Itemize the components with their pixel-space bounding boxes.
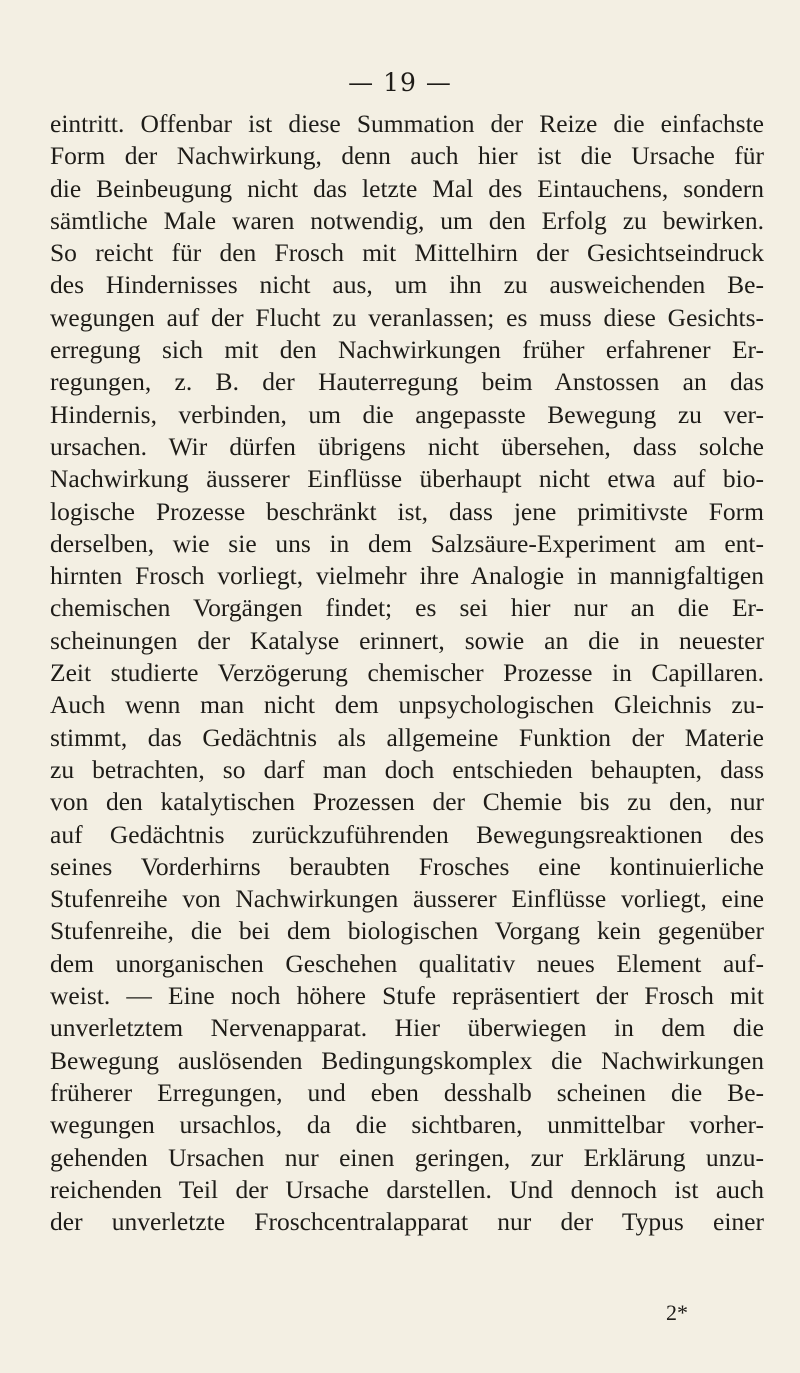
text-line: eintritt. Offenbar ist diese Summation der Reize die einfachste [50,109,764,138]
text-line: auf Gedächtnis zurückzuführenden Bewegungsreaktionen des [50,819,764,849]
text-line: sämtliche Male waren notwendig, um den Erfolg zu bewirken. [50,205,764,235]
text-line: logische Prozesse beschränkt ist, dass jene primitivste Form [50,496,764,526]
text-line: erregung sich mit den Nachwirkungen früher erfahrener Er- [50,335,764,365]
text-line: Stufenreihe von Nachwirkungen äusserer Einflüsse vorliegt, eine [50,884,764,914]
text-line: des Hindernisses nicht aus, um ihn zu ausweichenden Be- [50,270,764,300]
text-line: reichenden Teil der Ursache darstellen. Und dennoch ist auch [50,1174,764,1204]
body-paragraph [50,108,764,1238]
text-line: regungen, z. B. der Hauterregung beim Anstossen an das [50,367,764,397]
text-line: Zeit studierte Verzögerung chemischer Prozesse in Capillaren. [50,658,764,688]
text-line: Form der Nachwirkung, denn auch hier ist die Ursache für [50,141,764,171]
text-line: die Beinbeugung nicht das letzte Mal des Eintauchens, sondern [50,173,764,203]
text-line: früherer Erregungen, und eben desshalb scheinen die Be- [50,1077,764,1107]
text-line: unverletztem Nervenapparat. Hier überwiegen in dem die [50,1013,764,1043]
text-line: Stufenreihe, die bei dem biologischen Vorgang kein gegenüber [50,916,764,946]
printer-signature-mark: 2* [666,1300,688,1325]
text-line: dem unorganischen Geschehen qualitativ neues Element auf- [50,948,764,978]
text-line: seines Vorderhirns beraubten Frosches eine kontinuierliche [50,851,764,881]
text-line: zu betrachten, so darf man doch entschieden behaupten, dass [50,754,764,784]
text-line: der unverletzte Froschcentralapparat nur der Typus einer [50,1207,764,1237]
text-line: wegungen ursachlos, da die sichtbaren, unmittelbar vorher- [50,1110,764,1140]
text-line: gehenden Ursachen nur einen geringen, zur Erklärung unzu- [50,1142,764,1172]
text-line: Bewegung auslösenden Bedingungskomplex die Nachwirkungen [50,1045,764,1075]
page-number: — 19 — [348,68,452,97]
text-line: stimmt, das Gedächtnis als allgemeine Funktion der Materie [50,722,764,752]
text-line: wegungen auf der Flucht zu veranlassen; es muss diese Gesichts- [50,302,764,332]
text-line: chemischen Vorgängen findet; es sei hier nur an die Er- [50,593,764,623]
text-line: derselben, wie sie uns in dem Salzsäure-Experiment am ent- [50,528,764,558]
text-line: Auch wenn man nicht dem unpsychologischen Gleichnis zu- [50,690,764,720]
text-line: So reicht für den Frosch mit Mittelhirn der Gesichtseindruck [50,238,764,268]
text-line: weist. — Eine noch höhere Stufe repräsentiert der Frosch mit [50,981,764,1011]
text-line: Nachwirkung äusserer Einflüsse überhaupt nicht etwa auf bio- [50,464,764,494]
text-line: ursachen. Wir dürfen übrigens nicht übersehen, dass solche [50,431,764,461]
text-line: scheinungen der Katalyse erinnert, sowie an die in neuester [50,625,764,655]
text-line: Hindernis, verbinden, um die angepasste Bewegung zu ver- [50,399,764,429]
text-line: hirnten Frosch vorliegt, vielmehr ihre Analogie in mannigfaltigen [50,561,764,591]
text-line: von den katalytischen Prozessen der Chemie bis zu den, nur [50,787,764,817]
